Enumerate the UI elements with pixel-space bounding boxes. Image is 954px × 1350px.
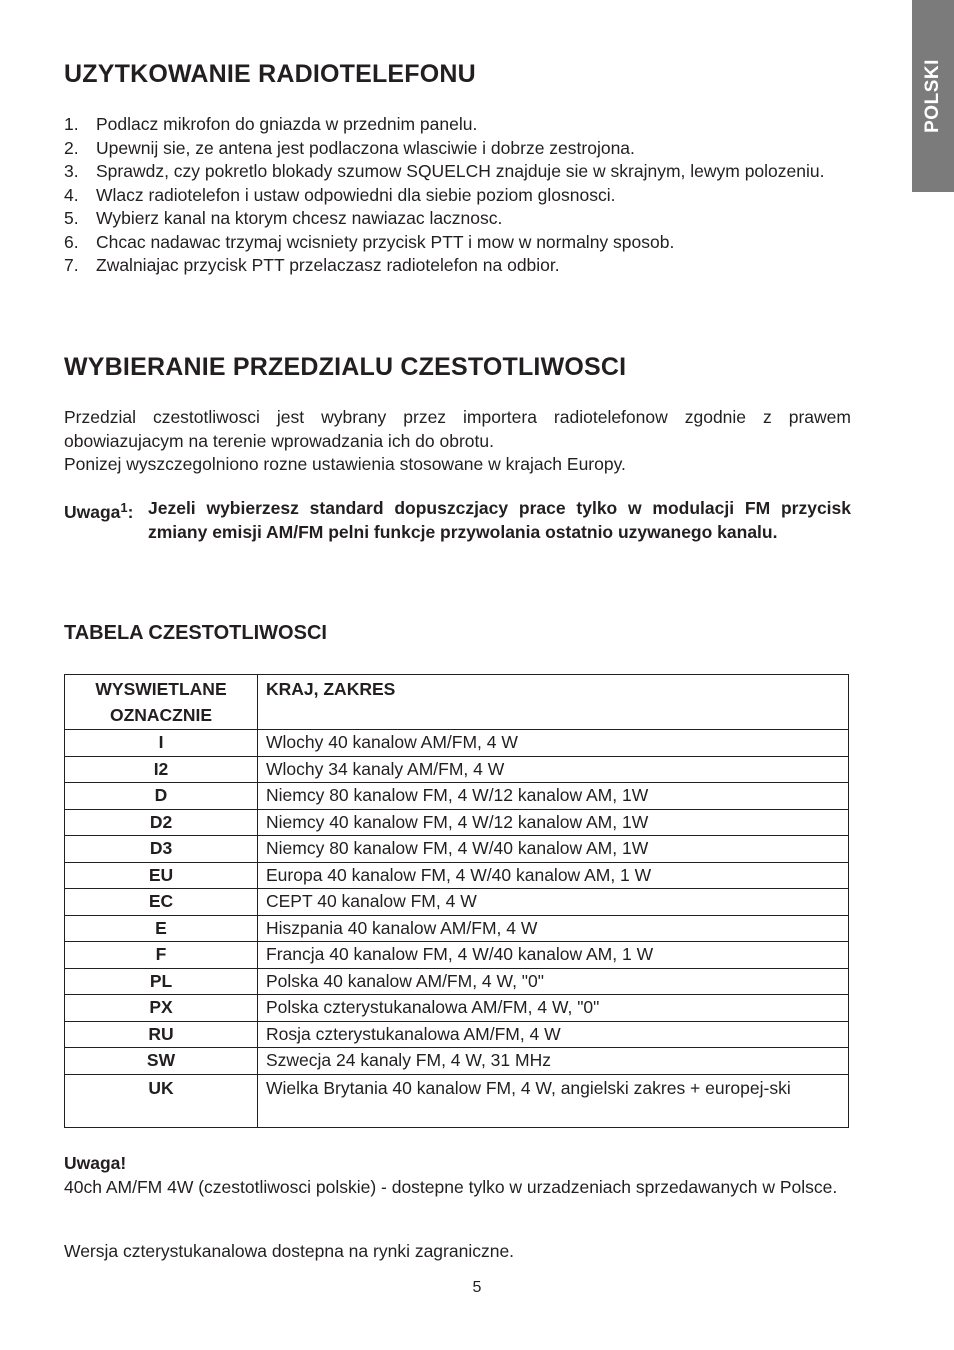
table-row: [65, 836, 849, 863]
row-description: Rosja czterystukanalowa AM/FM, 4 W: [258, 1021, 849, 1048]
row-description: Szwecja 24 kanaly FM, 4 W, 31 MHz: [258, 1048, 849, 1075]
table-row: [65, 889, 849, 916]
section-title-usage: UZYTKOWANIE RADIOTELEFONU: [64, 60, 476, 88]
table-row: [65, 915, 849, 942]
row-description: Francja 40 kanalow FM, 4 W/40 kanalow AM, 1 W: [258, 942, 849, 969]
frequency-table: [64, 674, 849, 1128]
list-item: 5. Wybierz kanal na ktorym chcesz nawiazac lacznosc.: [64, 208, 503, 228]
row-code: D3: [65, 836, 258, 863]
section-title-frequency-table: TABELA CZESTOTLIWOSCI: [64, 622, 327, 644]
table-row: [65, 1074, 849, 1127]
list-item: 7. Zwalniajac przycisk PTT przelaczasz radiotelefon na odbior.: [64, 255, 560, 275]
note-footnote: [64, 496, 851, 544]
row-description: CEPT 40 kanalow FM, 4 W: [258, 889, 849, 916]
column-header-country: KRAJ, ZAKRES: [258, 675, 849, 730]
row-description: Wielka Brytania 40 kanalow FM, 4 W, angielski zakres + europej-ski: [258, 1074, 849, 1127]
row-description: Europa 40 kanalow FM, 4 W/40 kanalow AM, 1 W: [258, 862, 849, 889]
row-code: EC: [65, 889, 258, 916]
page-number: 5: [472, 1279, 482, 1296]
list-item: 1. Podlacz mikrofon do gniazda w przednim panelu.: [64, 114, 478, 134]
table-header-row: [65, 675, 849, 730]
warning-note-text: 40ch AM/FM 4W (czestotliwosci polskie) - dostepne tylko w urzadzeniach sprzedawanych w Polsce.: [64, 1176, 838, 1197]
row-code: F: [65, 942, 258, 969]
export-note-text: Wersja czterystukanalowa dostepna na rynki zagraniczne.: [64, 1241, 515, 1261]
row-description: Polska czterystukanalowa AM/FM, 4 W, "0": [258, 995, 849, 1022]
table-row: [65, 756, 849, 783]
intro-paragraph: Ponizej wyszczegolniono rozne ustawienia stosowane w krajach Europy.: [64, 454, 626, 474]
row-description: Niemcy 80 kanalow FM, 4 W/40 kanalow AM, 1W: [258, 836, 849, 863]
table-row: [65, 1048, 849, 1075]
table-row: [65, 995, 849, 1022]
row-description: Hiszpania 40 kanalow AM/FM, 4 W: [258, 915, 849, 942]
row-code: D: [65, 783, 258, 810]
row-description: Wlochy 40 kanalow AM/FM, 4 W: [258, 730, 849, 757]
row-description: Niemcy 40 kanalow FM, 4 W/12 kanalow AM, 1W: [258, 809, 849, 836]
row-code: EU: [65, 862, 258, 889]
row-code: PX: [65, 995, 258, 1022]
intro-text: [64, 406, 851, 477]
row-code: PL: [65, 968, 258, 995]
row-code: I2: [65, 756, 258, 783]
table-row: [65, 809, 849, 836]
table-row: [65, 1021, 849, 1048]
list-item: 6. Chcac nadawac trzymaj wcisniety przycisk PTT i mow w normalny sposob.: [64, 231, 675, 252]
note-label: Uwaga$^1$:: [64, 500, 134, 522]
row-code: E: [65, 915, 258, 942]
intro-paragraph: Przedzial czestotliwosci jest wybrany przez importera radiotelefonow zgodnie z prawem obowiazujacym na terenie wprowadzania ich do obrotu.: [64, 407, 851, 451]
row-code: UK: [65, 1074, 258, 1127]
row-description: Polska 40 kanalow AM/FM, 4 W, "0": [258, 968, 849, 995]
language-tab-label: POLSKI: [922, 59, 943, 133]
warning-note-title: Uwaga!: [64, 1153, 127, 1173]
row-code: RU: [65, 1021, 258, 1048]
table-row: [65, 942, 849, 969]
usage-steps-list: [64, 113, 851, 278]
row-code: I: [65, 730, 258, 757]
table-row: [65, 862, 849, 889]
column-header-display: WYSWIETLANE OZNACZNIE: [65, 675, 258, 730]
warning-note: [64, 1152, 851, 1199]
row-code: SW: [65, 1048, 258, 1075]
row-code: D2: [65, 809, 258, 836]
language-tab: [912, 0, 954, 192]
table-row: [65, 783, 849, 810]
note-text: Jezeli wybierzesz standard dopuszczjacy prace tylko w modulacji FM przycisk zmiany emisji AM/FM pelni funkcje przywolania ostatnio uzywanego kanalu.: [148, 498, 851, 542]
table-row: [65, 730, 849, 757]
section-title-frequency-range: WYBIERANIE PRZEDZIALU CZESTOTLIWOSCI: [64, 353, 627, 381]
table-row: [65, 968, 849, 995]
list-item: 2. Upewnij sie, ze antena jest podlaczona wlasciwie i dobrze zestrojona.: [64, 137, 635, 158]
export-note: [64, 1240, 851, 1264]
list-item: 4. Wlacz radiotelefon i ustaw odpowiedni dla siebie poziom glosnosci.: [64, 184, 616, 205]
list-item: 3. Sprawdz, czy pokretlo blokady szumow SQUELCH znajduje sie w skrajnym, lewym polozeniu.: [64, 161, 825, 181]
row-description: Wlochy 34 kanaly AM/FM, 4 W: [258, 756, 849, 783]
row-description: Niemcy 80 kanalow FM, 4 W/12 kanalow AM, 1W: [258, 783, 849, 810]
